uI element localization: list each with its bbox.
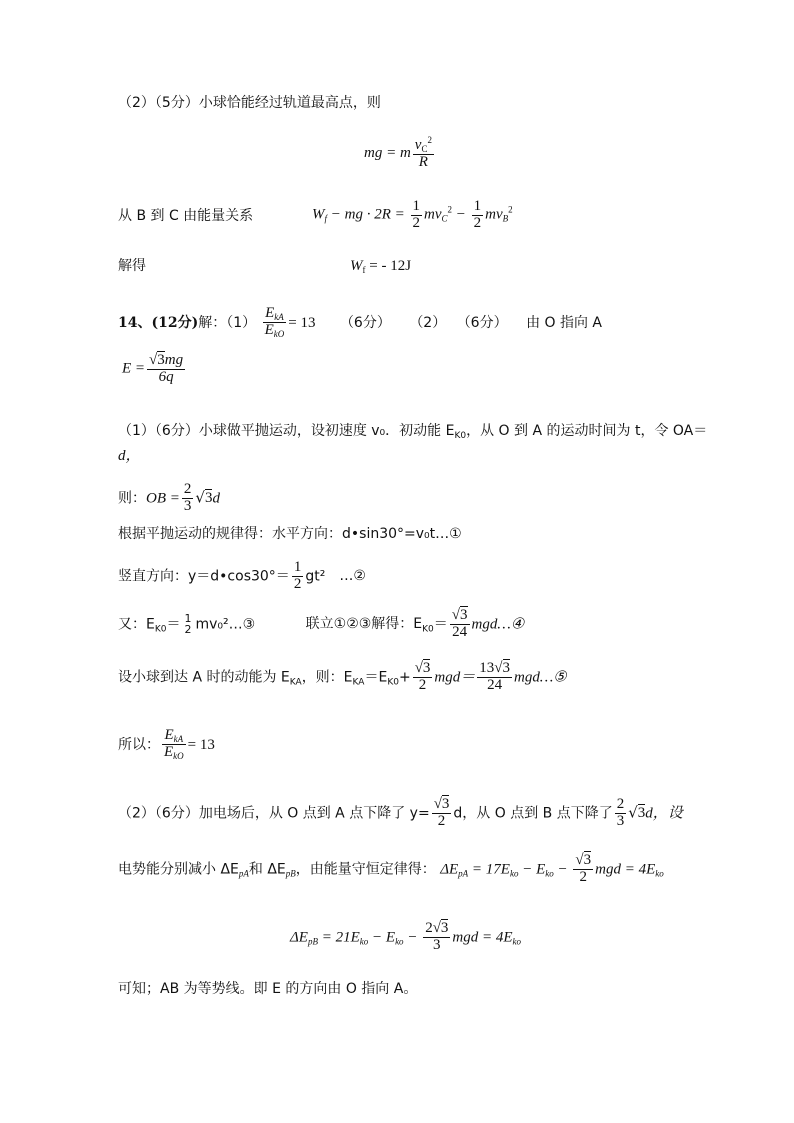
equation-field: E = $\frac{√3mg}{6q}$ [122, 352, 184, 385]
ek0-line: 又：$E_{K0}=$ 1 2 mv₀²…③ 联立①②③解得：$E_{K0}=$ $\frac{√3}{24}$ mgd…④ [118, 607, 525, 640]
p2-intro: （2）（5分）小球恰能经过轨道最高点，则 [118, 95, 381, 111]
p2b-line: （2）（6分）加电场后，从 O 点到 A 点下降了 y= $\frac{√3}{2}$ d，从 O 点到 B 点下降了 $\frac{2}{3}$ √3d，设 [118, 796, 683, 829]
wf-result: $W_f$ = - 12J [350, 258, 412, 275]
so-line: 所以： $\frac{E_{kA}}{E_{kO}}$ = 13 [118, 727, 215, 762]
ob-line: 则：OB = $\frac{2}{3}$ √3d [118, 481, 220, 514]
equation-centripetal: mg = m $\frac{v_C^2}{R}$ [364, 135, 432, 171]
solve-label: 解得 [118, 258, 146, 274]
p1-line1: （1）（6分）小球做平抛运动，设初速度 v₀．初动能 $E_{K0}$，从 O 到 A 的运动时间为 t，令 OA＝ [118, 423, 708, 441]
dep-b-line: $\Delta E_{pB} = 21E_{ko} - E_{ko}$ − $\frac{2√3}{3}$ mgd = $4E_{ko}$ [290, 920, 522, 953]
p1-line2: d， [118, 448, 141, 464]
eka-line: 设小球到达 A 时的动能为 $E_{KA}$，则：$E_{KA}=E_{K0}+$ $\frac{√3}{2}$ mgd＝ $\frac{13√3}{24}$ mgd…⑤ [118, 660, 567, 693]
question-14-line: 14、(12分)解：（1） $\frac{E_{kA}}{E_{kO}}$ = 13 （6分） （2） （6分） 由 O 指向 A [118, 305, 603, 340]
bc-energy-label: 从 B 到 C 由能量关系 [118, 208, 254, 224]
conclusion-line: 可知；AB 为等势线。即 E 的方向由 O 指向 A。 [118, 981, 418, 997]
vertical-line: 竖直方向：y＝d•cos30°＝ $\frac{1}{2}$ gt² …② [118, 559, 366, 592]
horizontal-line: 根据平抛运动的规律得：水平方向：d•sin30°=v₀t…① [118, 526, 462, 542]
equation-energy-bc: $W_f$ − mg · 2R = $\frac{1}{2}$ $mv_C^2$ − $\frac{1}{2}$ $mv_B^2$ [312, 198, 513, 231]
dep-a-line: 电势能分别减小 $\Delta E_{pA}$和 $\Delta E_{pB}$，由能量守恒定律得： $\Delta E_{pA} = 17E_{ko} - E_{ko}$ − $\frac{√3}{2}$ mgd = $4E_{ko}$ [118, 852, 664, 885]
